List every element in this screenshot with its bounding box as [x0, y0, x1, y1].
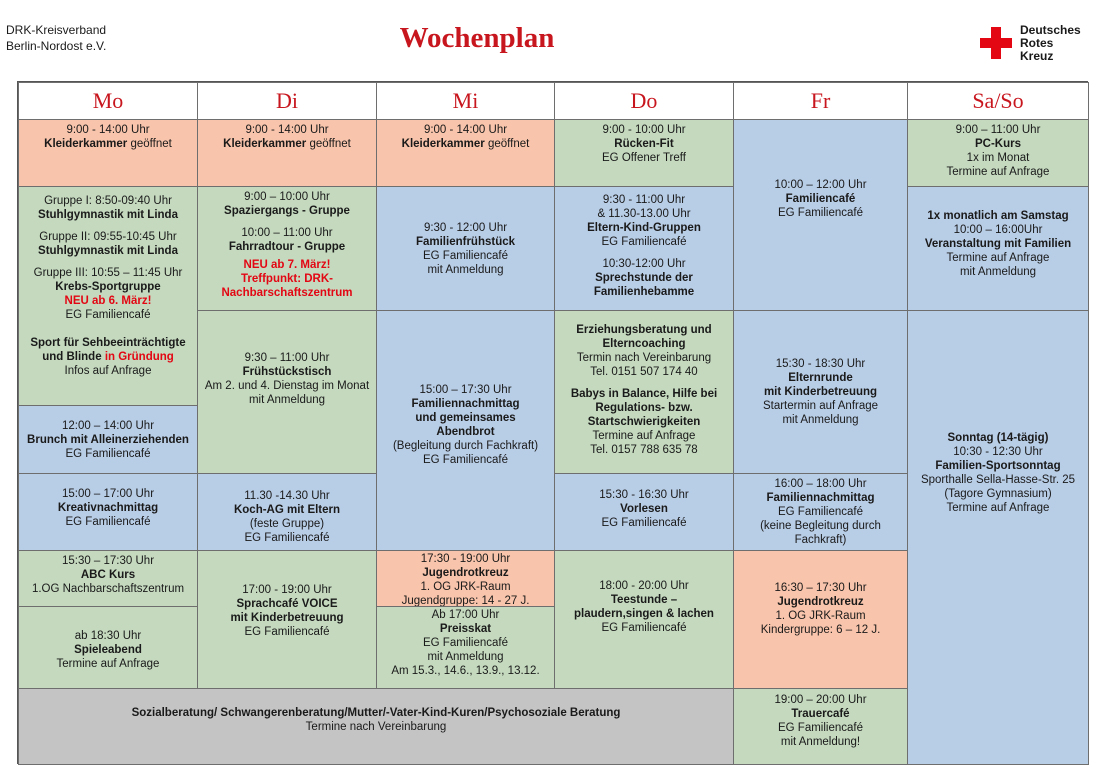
logo-line-1: Deutsches — [1020, 23, 1081, 37]
saso-pc-kurs: 9:00 – 11:00 Uhr PC-Kurs 1x im Monat Termine auf Anfrage — [907, 119, 1089, 187]
logo-line-2: Rotes — [1020, 36, 1054, 50]
do-ruecken-fit: 9:00 - 10:00 Uhr Rücken-Fit EG Offener Treff — [554, 119, 734, 187]
day-header-saso: Sa/So — [907, 82, 1089, 120]
mi-kleiderkammer: 9:00 - 14:00 Uhr Kleiderkammer geöffnet — [376, 119, 555, 187]
di-kleiderkammer: 9:00 - 14:00 Uhr Kleiderkammer geöffnet — [197, 119, 377, 187]
mo-kleiderkammer: 9:00 - 14:00 Uhr Kleiderkammer geöffnet — [18, 119, 198, 187]
day-header-di: Di — [197, 82, 377, 120]
di-fruehstueckstisch: 9:30 – 11:00 Uhr Frühstückstisch Am 2. und 4. Dienstag im Monat mit Anmeldung — [197, 310, 377, 474]
do-eltern-kind-gruppen: 9:30 - 11:00 Uhr & 11.30-13.00 Uhr Eltern-Kind-Gruppen EG Familiencafé 10:30-12:00 Uhr Sprechstunde der Familienhebamme — [554, 186, 734, 311]
mo-abc-kurs: 15:30 – 17:30 Uhr ABC Kurs 1.OG Nachbarschaftszentrum — [18, 550, 198, 607]
mi-preisskat: Ab 17:00 Uhr Preisskat EG Familiencafé mit Anmeldung Am 15.3., 14.6., 13.9., 13.12. — [376, 606, 555, 689]
day-header-mi: Mi — [376, 82, 555, 120]
di-sprachcafe: 17:00 - 19:00 Uhr Sprachcafé VOICE mit Kinderbetreuung EG Familiencafé — [197, 550, 377, 689]
saso-veranstaltung: 1x monatlich am Samstag 10:00 – 16:00Uhr Veranstaltung mit Familien Termine auf Anfrage mit Anmeldung — [907, 186, 1089, 311]
week-schedule-table — [17, 81, 1088, 764]
mo-brunch: 12:00 – 14:00 Uhr Brunch mit Alleinerziehenden EG Familiencafé — [18, 405, 198, 474]
logo-text — [1020, 24, 1081, 63]
saso-sportsonntag: Sonntag (14-tägig) 10:30 - 12:30 Uhr Familien-Sportsonntag Sporthalle Sella-Hasse-Str. 25 (Tagore Gymnasium) Termine auf Anfrage — [907, 310, 1089, 765]
fr-familiennachmittag: 16:00 – 18:00 Uhr Familiennachmittag EG Familiencafé (keine Begleitung durch Fachkraft) — [733, 473, 908, 551]
mo-sport-groups: Gruppe I: 8:50-09:40 Uhr Stuhlgymnastik mit Linda Gruppe II: 09:55-10:45 Uhr Stuhlgymnastik mit Linda Gruppe III: 10:55 – 11:45 Uhr Krebs-Sportgruppe NEU ab 6. März! EG Familiencafé Sport für Sehbeeinträchtigte und Blinde in Gründung Infos auf Anfrage — [18, 186, 198, 406]
logo-line-3: Kreuz — [1020, 49, 1054, 63]
fr-elternrunde: 15:30 - 18:30 Uhr Elternrunde mit Kinderbetreuung Startermin auf Anfrage mit Anmeldung — [733, 310, 908, 474]
org-line-1: DRK-Kreisverband — [6, 23, 107, 37]
di-spaziergang-fahrrad: 9:00 – 10:00 Uhr Spaziergangs - Gruppe 10:00 – 11:00 Uhr Fahrradtour - Gruppe NEU ab 7. März! Treffpunkt: DRK- Nachbarschaftszentrum — [197, 186, 377, 311]
do-vorlesen: 15:30 - 16:30 Uhr Vorlesen EG Familiencafé — [554, 473, 734, 551]
sozialberatung-row: Sozialberatung/ Schwangerenberatung/Mutter/-Vater-Kind-Kuren/Psychosoziale Beratung Termine nach Vereinbarung — [18, 688, 734, 765]
day-header-fr: Fr — [733, 82, 908, 120]
do-erziehungsberatung: Erziehungsberatung und Elterncoaching Termin nach Vereinbarung Tel. 0151 507 174 40 Babys in Balance, Hilfe bei Regulations- bzw. Startschwierigkeiten Termine auf Anfrage Tel. 0157 788 635 78 — [554, 310, 734, 474]
day-header-mo: Mo — [18, 82, 198, 120]
red-cross-icon — [980, 27, 1012, 59]
org-line-2: Berlin-Nordost e.V. — [6, 39, 107, 53]
mo-spieleabend: ab 18:30 Uhr Spieleabend Termine auf Anfrage — [18, 606, 198, 689]
page-title: Wochenplan — [399, 22, 555, 54]
do-teestunde: 18:00 - 20:00 Uhr Teestunde – plaudern,singen & lachen EG Familiencafé — [554, 550, 734, 689]
mi-jugendrotkreuz: 17:30 - 19:00 Uhr Jugendrotkreuz 1. OG JRK-Raum Jugendgruppe: 14 - 27 J. — [376, 550, 555, 607]
day-header-do: Do — [554, 82, 734, 120]
fr-trauercafe: 19:00 – 20:00 Uhr Trauercafé EG Familiencafé mit Anmeldung! — [733, 688, 908, 765]
fr-familiencafe: 10:00 – 12:00 Uhr Familiencafé EG Familiencafé — [733, 119, 908, 311]
fr-jugendrotkreuz: 16:30 – 17:30 Uhr Jugendrotkreuz 1. OG JRK-Raum Kindergruppe: 6 – 12 J. — [733, 550, 908, 689]
mo-kreativnachmittag: 15:00 – 17:00 Uhr Kreativnachmittag EG Familiencafé — [18, 473, 198, 551]
mi-familiennachmittag: 15:00 – 17:30 Uhr Familiennachmittag und gemeinsames Abendbrot (Begleitung durch Fachkraft) EG Familiencafé — [376, 310, 555, 551]
di-koch-ag: 11.30 -14.30 Uhr Koch-AG mit Eltern (feste Gruppe) EG Familiencafé — [197, 473, 377, 551]
mi-familienfruehstueck: 9:30 - 12:00 Uhr Familienfrühstück EG Familiencafé mit Anmeldung — [376, 186, 555, 311]
